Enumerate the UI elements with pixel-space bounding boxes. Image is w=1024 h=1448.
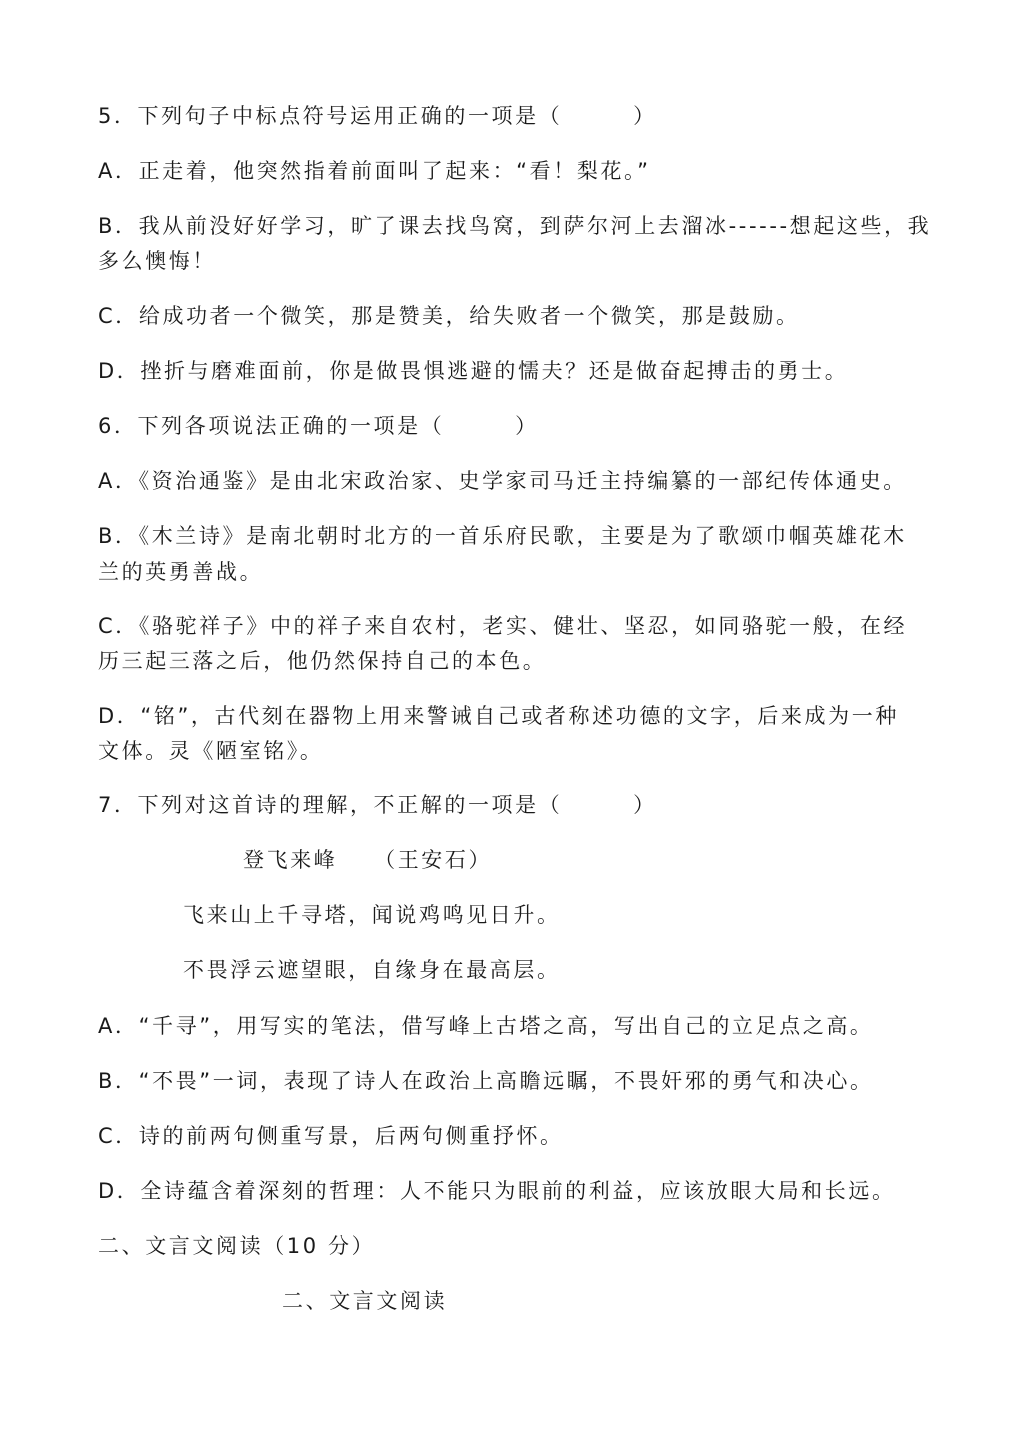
question-6-option-a: A．《资治通鉴》是由北宋政治家、史学家司马迁主持编纂的一部纪传体通史。: [98, 469, 907, 493]
question-5-option-a: A．正走着，他突然指着前面叫了起来：“看！梨花。”: [98, 159, 651, 183]
question-5-option-b-line1: B．我从前没好好学习，旷了课去找鸟窝，到萨尔河上去溜冰------想起这些，我: [98, 214, 932, 238]
question-5-option-b-line2: 多么懊悔！: [98, 249, 216, 273]
poem-line-1: 飞来山上千寻塔，闻说鸡鸣见日升。: [183, 903, 561, 927]
poem-line-2: 不畏浮云遮望眼，自缘身在最高层。: [183, 958, 561, 982]
question-5-option-d: D．挫折与磨难面前，你是做畏惧逃避的懦夫？还是做奋起搏击的勇士。: [98, 359, 849, 383]
question-6-option-c-line2: 历三起三落之后，他仍然保持自己的本色。: [98, 649, 547, 673]
question-5-option-c: C．给成功者一个微笑，那是赞美，给失败者一个微笑，那是鼓励。: [98, 304, 800, 328]
question-6-option-c-line1: C．《骆驼祥子》中的祥子来自农村，老实、健壮、坚忍，如同骆驼一般，在经: [98, 614, 908, 638]
question-6-option-b-line1: B．《木兰诗》是南北朝时北方的一首乐府民歌，主要是为了歌颂巾帼英雄花木: [98, 524, 907, 548]
question-7-option-d: D．全诗蕴含着深刻的哲理：人不能只为眼前的利益，应该放眼大局和长远。: [98, 1179, 896, 1203]
question-7-option-b: B．“不畏”一词，表现了诗人在政治上高瞻远瞩，不畏奸邪的勇气和决心。: [98, 1069, 874, 1093]
poem-title: 登飞来峰 （王安石）: [243, 848, 493, 872]
section-2-heading: 二、文言文阅读（10 分）: [98, 1234, 376, 1258]
question-7-option-a: A．“千寻”，用写实的笔法，借写峰上古塔之高，写出自己的立足点之高。: [98, 1014, 874, 1038]
question-6-option-b-line2: 兰的英勇善战。: [98, 560, 264, 584]
question-5-stem: 5．下列句子中标点符号运用正确的一项是（ ）: [98, 104, 657, 128]
question-6-option-d-line1: D．“铭”，古代刻在器物上用来警诫自己或者称述功德的文字，后来成为一种: [98, 704, 899, 728]
section-2-subheading: 二、文言文阅读: [282, 1289, 448, 1313]
question-7-stem: 7．下列对这首诗的理解，不正解的一项是（ ）: [98, 793, 657, 817]
question-6-stem: 6．下列各项说法正确的一项是（ ）: [98, 414, 539, 438]
question-7-option-c: C．诗的前两句侧重写景，后两句侧重抒怀。: [98, 1124, 564, 1148]
question-6-option-d-line2: 文体。灵《陋室铭》。: [98, 739, 324, 763]
